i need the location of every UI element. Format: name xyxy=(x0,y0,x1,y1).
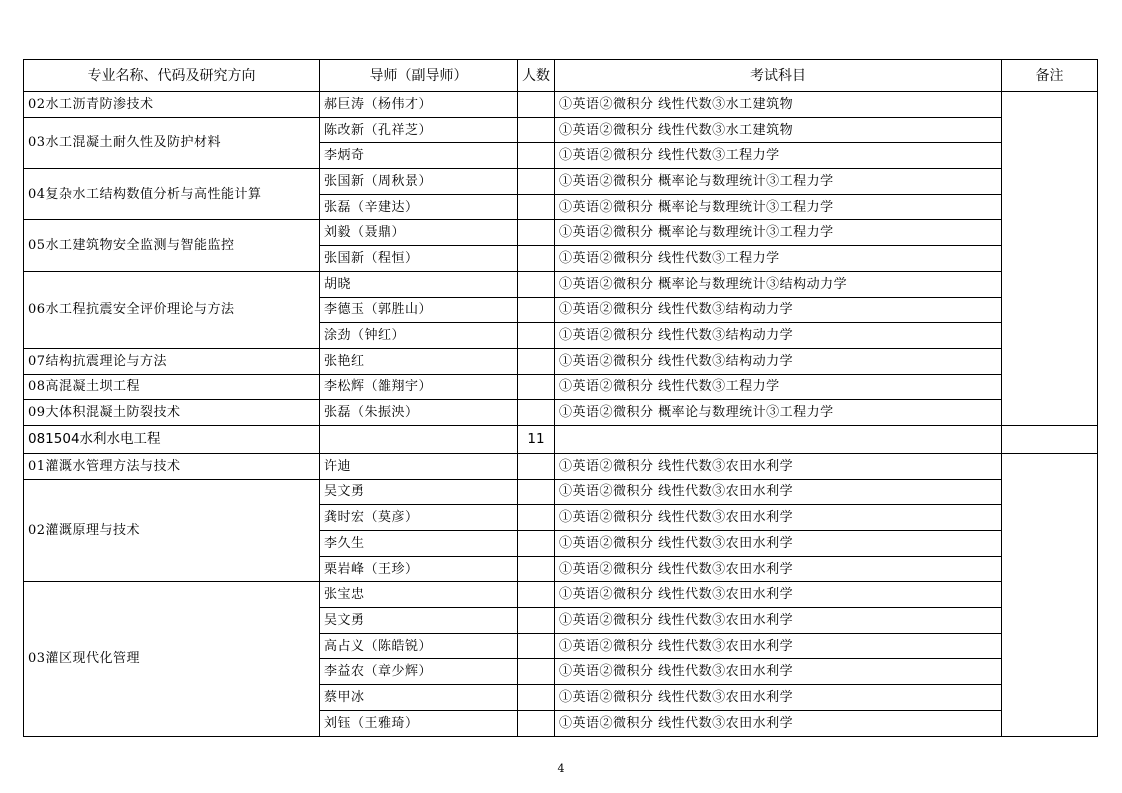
remarks-cell xyxy=(1002,92,1098,426)
exam-cell: ①英语②微积分 线性代数③结构动力学 xyxy=(555,323,1002,349)
count-cell xyxy=(518,117,555,143)
direction-cell: 02灌溉原理与技术 xyxy=(24,479,320,582)
direction-cell: 08高混凝土坝工程 xyxy=(24,374,320,400)
table-row xyxy=(24,117,1098,143)
table-row xyxy=(24,400,1098,426)
table-body xyxy=(24,92,1098,737)
count-cell xyxy=(518,246,555,272)
exam-cell: ①英语②微积分 线性代数③农田水利学 xyxy=(555,556,1002,582)
exam-cell: ①英语②微积分 线性代数③工程力学 xyxy=(555,374,1002,400)
direction-cell: 03灌区现代化管理 xyxy=(24,582,320,736)
count-cell xyxy=(518,323,555,349)
advisor-cell: 吴文勇 xyxy=(320,479,518,505)
exam-cell: ①英语②微积分 概率论与数理统计③工程力学 xyxy=(555,194,1002,220)
exam-cell: ①英语②微积分 线性代数③水工建筑物 xyxy=(555,92,1002,118)
count-cell xyxy=(518,271,555,297)
advisor-cell: 张艳红 xyxy=(320,348,518,374)
exam-cell: ①英语②微积分 线性代数③农田水利学 xyxy=(555,453,1002,479)
major-name-cell: 081504水利水电工程 xyxy=(24,425,320,453)
advisor-cell: 刘毅（聂鼎） xyxy=(320,220,518,246)
count-cell xyxy=(518,92,555,118)
advisor-cell: 李松辉（雒翔宇） xyxy=(320,374,518,400)
exam-cell: ①英语②微积分 线性代数③农田水利学 xyxy=(555,685,1002,711)
advisor-cell: 李益农（章少辉） xyxy=(320,659,518,685)
count-cell xyxy=(518,556,555,582)
count-cell xyxy=(518,297,555,323)
table-row xyxy=(24,582,1098,608)
advisor-cell: 张磊（辛建达） xyxy=(320,194,518,220)
advisor-cell: 张国新（程恒） xyxy=(320,246,518,272)
advisor-cell: 李久生 xyxy=(320,531,518,557)
advisor-cell: 蔡甲冰 xyxy=(320,685,518,711)
exam-cell: ①英语②微积分 线性代数③农田水利学 xyxy=(555,531,1002,557)
exam-cell: ①英语②微积分 概率论与数理统计③工程力学 xyxy=(555,400,1002,426)
direction-cell: 03水工混凝土耐久性及防护材料 xyxy=(24,117,320,168)
direction-cell: 02水工沥青防渗技术 xyxy=(24,92,320,118)
exam-cell: ①英语②微积分 线性代数③农田水利学 xyxy=(555,608,1002,634)
header-count: 人数 xyxy=(518,60,555,92)
count-cell xyxy=(518,348,555,374)
count-cell xyxy=(518,400,555,426)
direction-cell: 09大体积混凝土防裂技术 xyxy=(24,400,320,426)
direction-cell: 05水工建筑物安全监测与智能监控 xyxy=(24,220,320,271)
count-cell xyxy=(518,710,555,736)
advisor-cell: 李德玉（郭胜山） xyxy=(320,297,518,323)
exam-cell xyxy=(555,425,1002,453)
advisor-cell: 刘钰（王雅琦） xyxy=(320,710,518,736)
advisor-cell: 张宝忠 xyxy=(320,582,518,608)
enrollment-table xyxy=(23,59,1098,737)
direction-cell: 01灌溉水管理方法与技术 xyxy=(24,453,320,479)
count-cell xyxy=(518,659,555,685)
advisor-cell: 高占义（陈皓锐） xyxy=(320,633,518,659)
exam-cell: ①英语②微积分 线性代数③工程力学 xyxy=(555,246,1002,272)
exam-cell: ①英语②微积分 概率论与数理统计③结构动力学 xyxy=(555,271,1002,297)
count-cell xyxy=(518,453,555,479)
exam-cell: ①英语②微积分 线性代数③农田水利学 xyxy=(555,582,1002,608)
table-row xyxy=(24,92,1098,118)
advisor-cell: 涂劲（钟红） xyxy=(320,323,518,349)
table-row xyxy=(24,271,1098,297)
count-cell xyxy=(518,143,555,169)
direction-cell: 04复杂水工结构数值分析与高性能计算 xyxy=(24,169,320,220)
exam-cell: ①英语②微积分 概率论与数理统计③工程力学 xyxy=(555,169,1002,195)
exam-cell: ①英语②微积分 线性代数③水工建筑物 xyxy=(555,117,1002,143)
exam-cell: ①英语②微积分 线性代数③结构动力学 xyxy=(555,297,1002,323)
count-cell xyxy=(518,220,555,246)
table-row xyxy=(24,453,1098,479)
count-cell xyxy=(518,531,555,557)
page-number: 4 xyxy=(557,762,565,775)
header-remarks: 备注 xyxy=(1002,60,1098,92)
major-row xyxy=(24,425,1098,453)
exam-cell: ①英语②微积分 线性代数③农田水利学 xyxy=(555,633,1002,659)
table-row xyxy=(24,374,1098,400)
advisor-cell xyxy=(320,425,518,453)
count-cell xyxy=(518,479,555,505)
exam-cell: ①英语②微积分 线性代数③农田水利学 xyxy=(555,710,1002,736)
count-cell xyxy=(518,633,555,659)
count-cell xyxy=(518,608,555,634)
exam-cell: ①英语②微积分 线性代数③工程力学 xyxy=(555,143,1002,169)
advisor-cell: 陈改新（孔祥芝） xyxy=(320,117,518,143)
exam-cell: ①英语②微积分 线性代数③农田水利学 xyxy=(555,479,1002,505)
table-row xyxy=(24,169,1098,195)
header-direction: 专业名称、代码及研究方向 xyxy=(24,60,320,92)
exam-cell: ①英语②微积分 线性代数③结构动力学 xyxy=(555,348,1002,374)
advisor-cell: 吴文勇 xyxy=(320,608,518,634)
table-row xyxy=(24,348,1098,374)
count-cell xyxy=(518,194,555,220)
exam-cell: ①英语②微积分 线性代数③农田水利学 xyxy=(555,505,1002,531)
advisor-cell: 许迪 xyxy=(320,453,518,479)
advisor-cell: 李炳奇 xyxy=(320,143,518,169)
count-cell xyxy=(518,374,555,400)
header-exam: 考试科目 xyxy=(555,60,1002,92)
header-row xyxy=(24,60,1098,92)
count-cell xyxy=(518,505,555,531)
table-row xyxy=(24,479,1098,505)
count-cell xyxy=(518,582,555,608)
direction-cell: 06水工程抗震安全评价理论与方法 xyxy=(24,271,320,348)
advisor-cell: 胡晓 xyxy=(320,271,518,297)
major-count-cell: 11 xyxy=(518,425,555,453)
advisor-cell: 张国新（周秋景） xyxy=(320,169,518,195)
advisor-cell: 栗岩峰（王珍） xyxy=(320,556,518,582)
direction-cell: 07结构抗震理论与方法 xyxy=(24,348,320,374)
table-row xyxy=(24,220,1098,246)
count-cell xyxy=(518,685,555,711)
remarks-cell xyxy=(1002,425,1098,453)
remarks-cell xyxy=(1002,453,1098,736)
header-advisor: 导师（副导师） xyxy=(320,60,518,92)
advisor-cell: 张磊（朱振泱） xyxy=(320,400,518,426)
exam-cell: ①英语②微积分 线性代数③农田水利学 xyxy=(555,659,1002,685)
advisor-cell: 龚时宏（莫彦） xyxy=(320,505,518,531)
exam-cell: ①英语②微积分 概率论与数理统计③工程力学 xyxy=(555,220,1002,246)
advisor-cell: 郝巨涛（杨伟才） xyxy=(320,92,518,118)
count-cell xyxy=(518,169,555,195)
